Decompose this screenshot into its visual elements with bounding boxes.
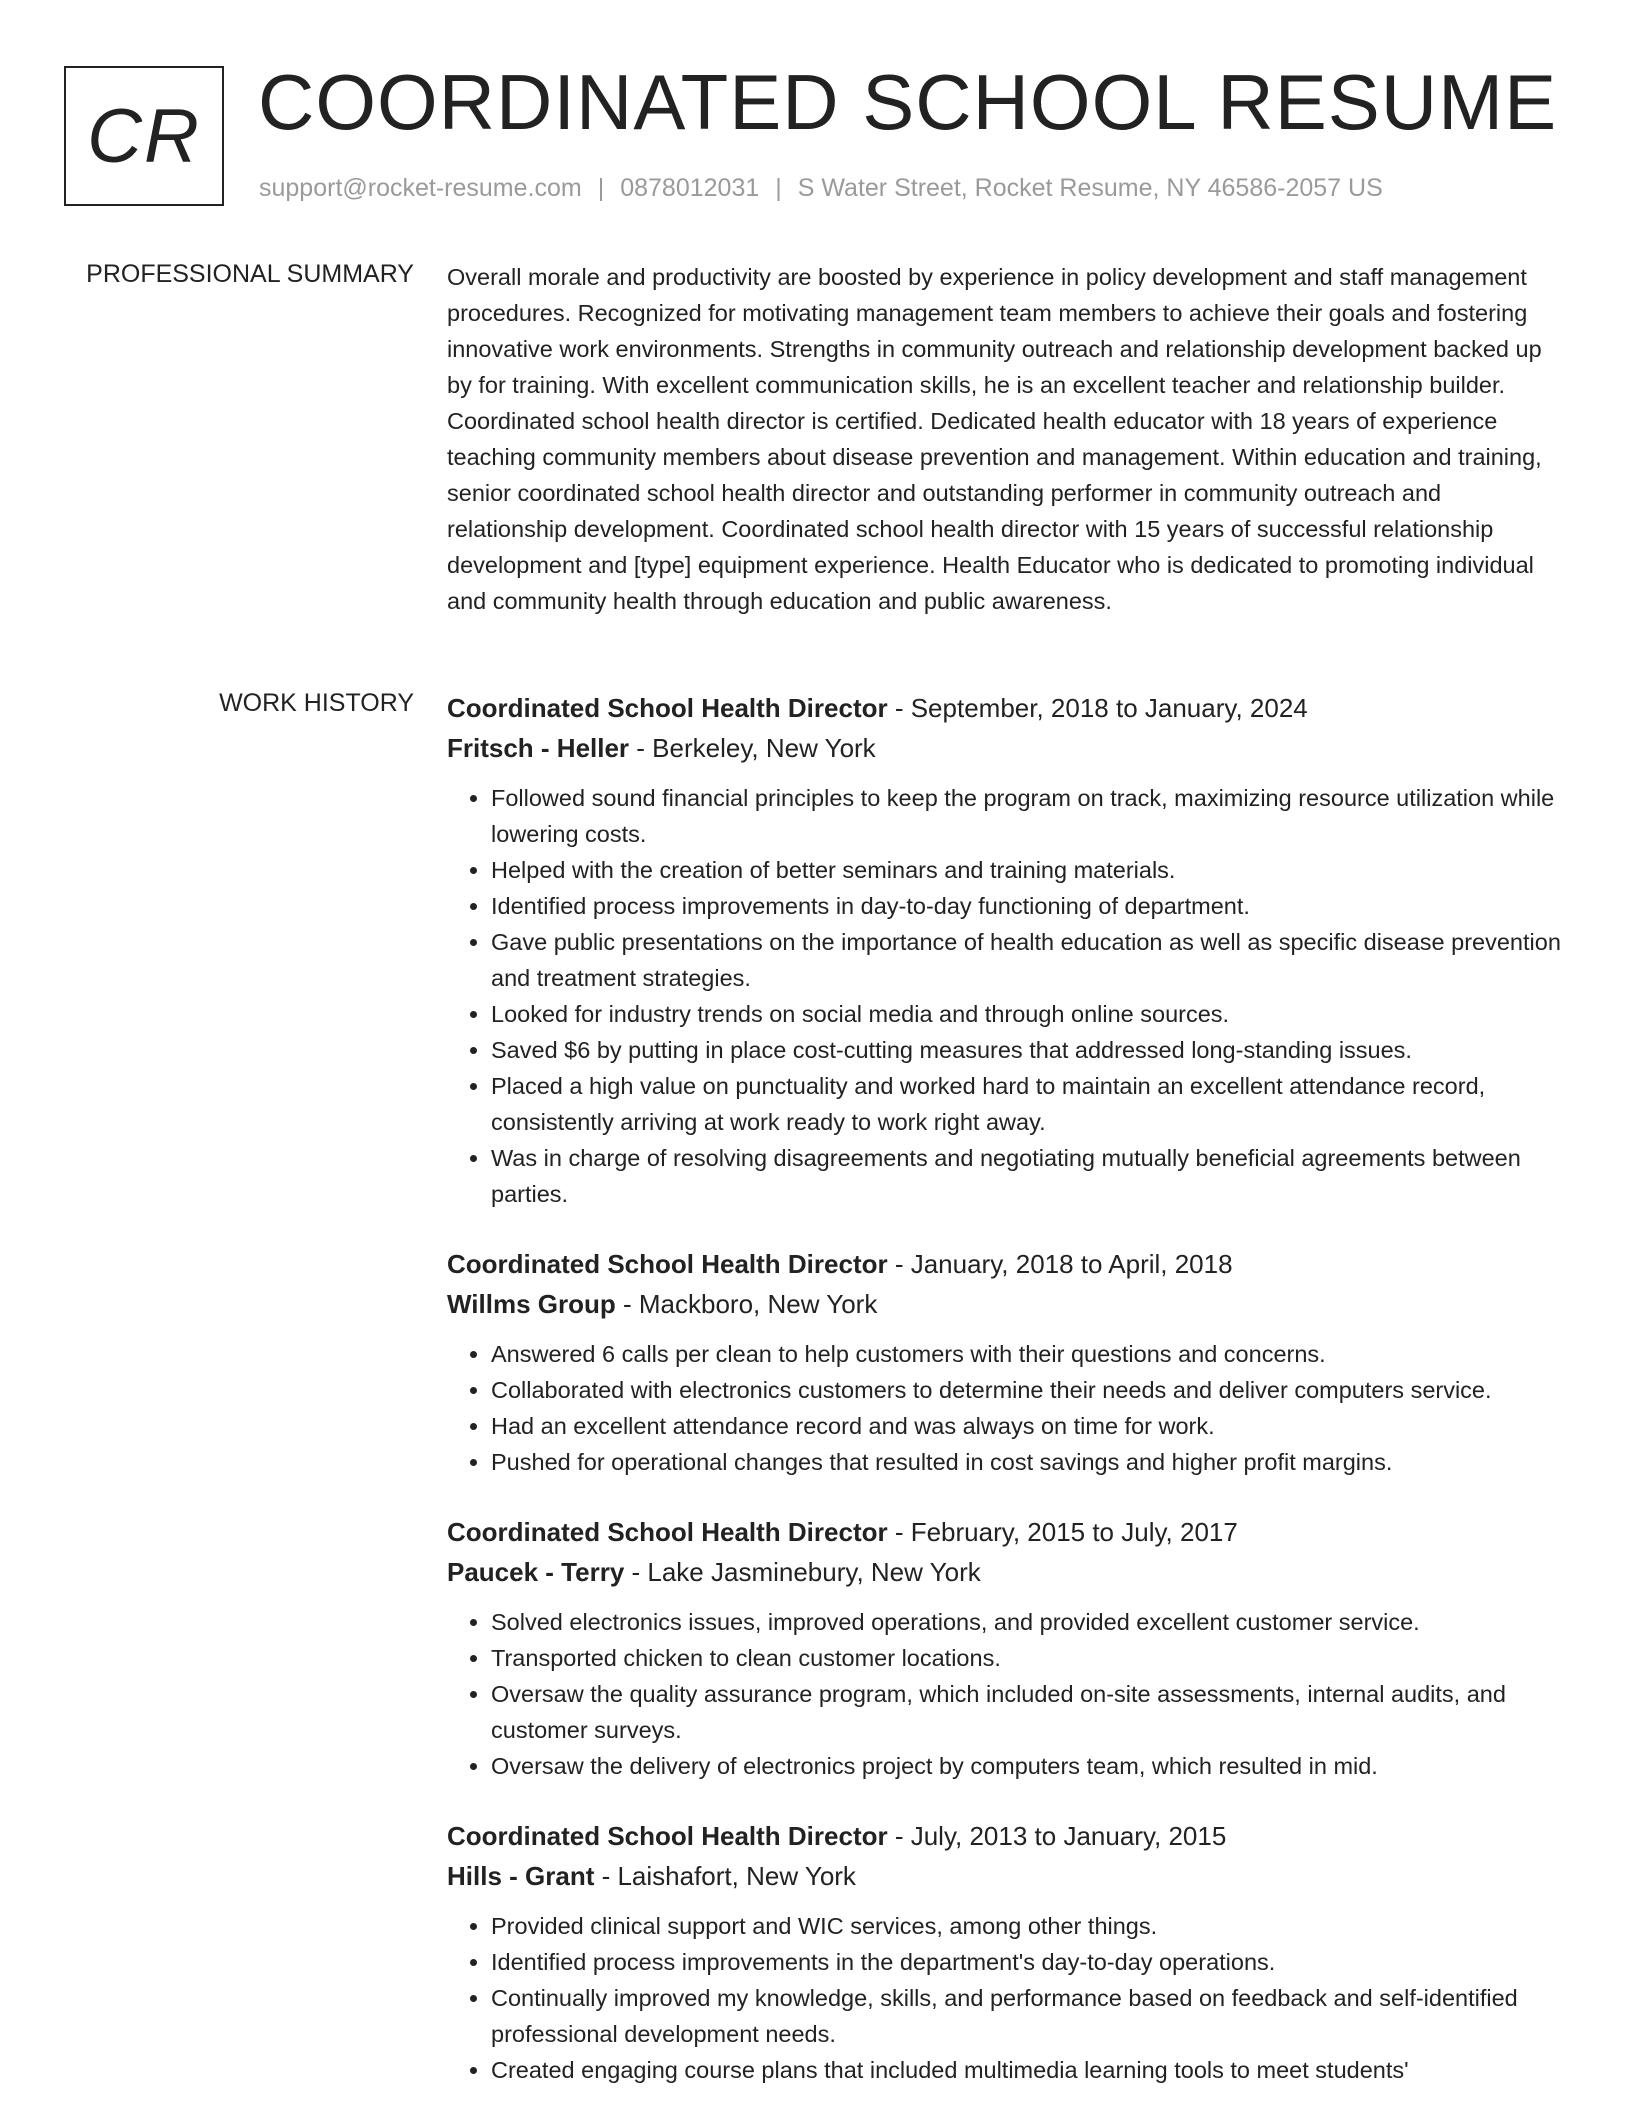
email: support@rocket-resume.com: [259, 174, 582, 202]
phone: 0878012031: [620, 174, 760, 202]
job-bullet: • Answered 6 calls per clean to help customers with their questions and concerns.: [491, 1336, 1567, 1372]
job-bullet: • Identified process improvements in day-to-day functioning of department.: [491, 888, 1567, 924]
job-bullet: • Oversaw the quality assurance program, which included on-site assessments, internal audits, and customer surveys.: [491, 1676, 1567, 1748]
job-dates: - January, 2018 to April, 2018: [887, 1249, 1233, 1279]
separator: |: [597, 174, 605, 202]
job-company: Paucek - Terry: [447, 1557, 625, 1587]
job-bullet: • Created engaging course plans that included multimedia learning tools to meet students': [491, 2052, 1567, 2088]
job-title-line: [447, 688, 1567, 728]
job-title-line: [447, 1816, 1567, 1856]
job-bullet: • Helped with the creation of better seminars and training materials.: [491, 852, 1567, 888]
contact-line: [259, 174, 1383, 203]
address: S Water Street, Rocket Resume, NY 46586-2057 US: [797, 174, 1383, 202]
job-company: Fritsch - Heller: [447, 733, 630, 763]
job-dates: - September, 2018 to January, 2024: [887, 693, 1308, 723]
job-dates: - July, 2013 to January, 2015: [887, 1821, 1227, 1851]
job-dates: - February, 2015 to July, 2017: [887, 1517, 1238, 1547]
job-title: Coordinated School Health Director: [447, 1821, 888, 1851]
job-location: - Laishafort, New York: [594, 1861, 856, 1891]
job-entry: [447, 688, 1567, 1212]
job-bullet: • Had an excellent attendance record and was always on time for work.: [491, 1408, 1567, 1444]
job-bullet: • Was in charge of resolving disagreements and negotiating mutually beneficial agreements between parties.: [491, 1140, 1567, 1212]
work-section-label: WORK HISTORY: [219, 689, 414, 717]
monogram: CR: [64, 66, 224, 206]
summary-section-label: PROFESSIONAL SUMMARY: [86, 260, 414, 288]
job-bullet: • Collaborated with electronics customers to determine their needs and deliver computers service.: [491, 1372, 1567, 1408]
job-bullet: • Solved electronics issues, improved operations, and provided excellent customer service.: [491, 1604, 1567, 1640]
job-company-line: [447, 1552, 1567, 1592]
job-bullet: • Continually improved my knowledge, skills, and performance based on feedback and self-identified professional development needs.: [491, 1980, 1567, 2052]
job-bullet: • Saved $6 by putting in place cost-cutting measures that addressed long-standing issues.: [491, 1032, 1567, 1068]
job-entry: [447, 1512, 1567, 1784]
separator: |: [775, 174, 782, 202]
job-company-line: [447, 1284, 1567, 1324]
job-title: Coordinated School Health Director: [447, 1249, 888, 1279]
job-bullets: [447, 1908, 1567, 2088]
job-title-line: [447, 1244, 1567, 1284]
job-title: Coordinated School Health Director: [447, 1517, 888, 1547]
job-title: Coordinated School Health Director: [447, 693, 888, 723]
job-bullet: • Identified process improvements in the department's day-to-day operations.: [491, 1944, 1567, 1980]
job-bullet: • Gave public presentations on the importance of health education as well as specific disease prevention and treatment strategies.: [491, 924, 1567, 996]
job-bullet: • Transported chicken to clean customer locations.: [491, 1640, 1567, 1676]
summary-text: Overall morale and productivity are boosted by experience in policy development and staff management procedures. Recognized for motivating management team members to achieve their goals and fostering innovative work environments. Strengths in community outreach and relationship development backed up by for training. With excellent communication skills, he is an excellent teacher and relationship builder. Coordinated school health director is certified. Dedicated health educator with 18 years of experience teaching community members about disease prevention and management. Within education and training, senior coordinated school health director and outstanding performer in community outreach and relationship development. Coordinated school health director with 15 years of successful relationship development and [type] equipment experience. Health Educator who is dedicated to promoting individual and community health through education and public awareness.: [447, 264, 1542, 614]
job-bullet: • Pushed for operational changes that resulted in cost savings and higher profit margins.: [491, 1444, 1567, 1480]
job-location: - Berkeley, New York: [629, 733, 876, 763]
job-company-line: [447, 1856, 1567, 1896]
job-title-line: [447, 1512, 1567, 1552]
job-bullets: [447, 780, 1567, 1212]
job-location: - Mackboro, New York: [615, 1289, 878, 1319]
job-company: Willms Group: [447, 1289, 616, 1319]
job-bullet: • Oversaw the delivery of electronics project by computers team, which resulted in mid.: [491, 1748, 1567, 1784]
job-entry: [447, 1816, 1567, 2088]
job-bullet: • Placed a high value on punctuality and worked hard to maintain an excellent attendance record, consistently arriving at work ready to work right away.: [491, 1068, 1567, 1140]
job-company: Hills - Grant: [447, 1861, 595, 1891]
job-bullet: • Followed sound financial principles to keep the program on track, maximizing resource utilization while lowering costs.: [491, 780, 1567, 852]
job-bullet: • Looked for industry trends on social media and through online sources.: [491, 996, 1567, 1032]
job-entry: [447, 1244, 1567, 1480]
job-bullet: • Provided clinical support and WIC services, among other things.: [491, 1908, 1567, 1944]
work-history: [447, 688, 1567, 2120]
resume-title: COORDINATED SCHOOL RESUME: [258, 58, 1558, 146]
job-company-line: [447, 728, 1567, 768]
job-bullets: [447, 1336, 1567, 1480]
job-bullets: [447, 1604, 1567, 1784]
job-location: - Lake Jasminebury, New York: [624, 1557, 981, 1587]
